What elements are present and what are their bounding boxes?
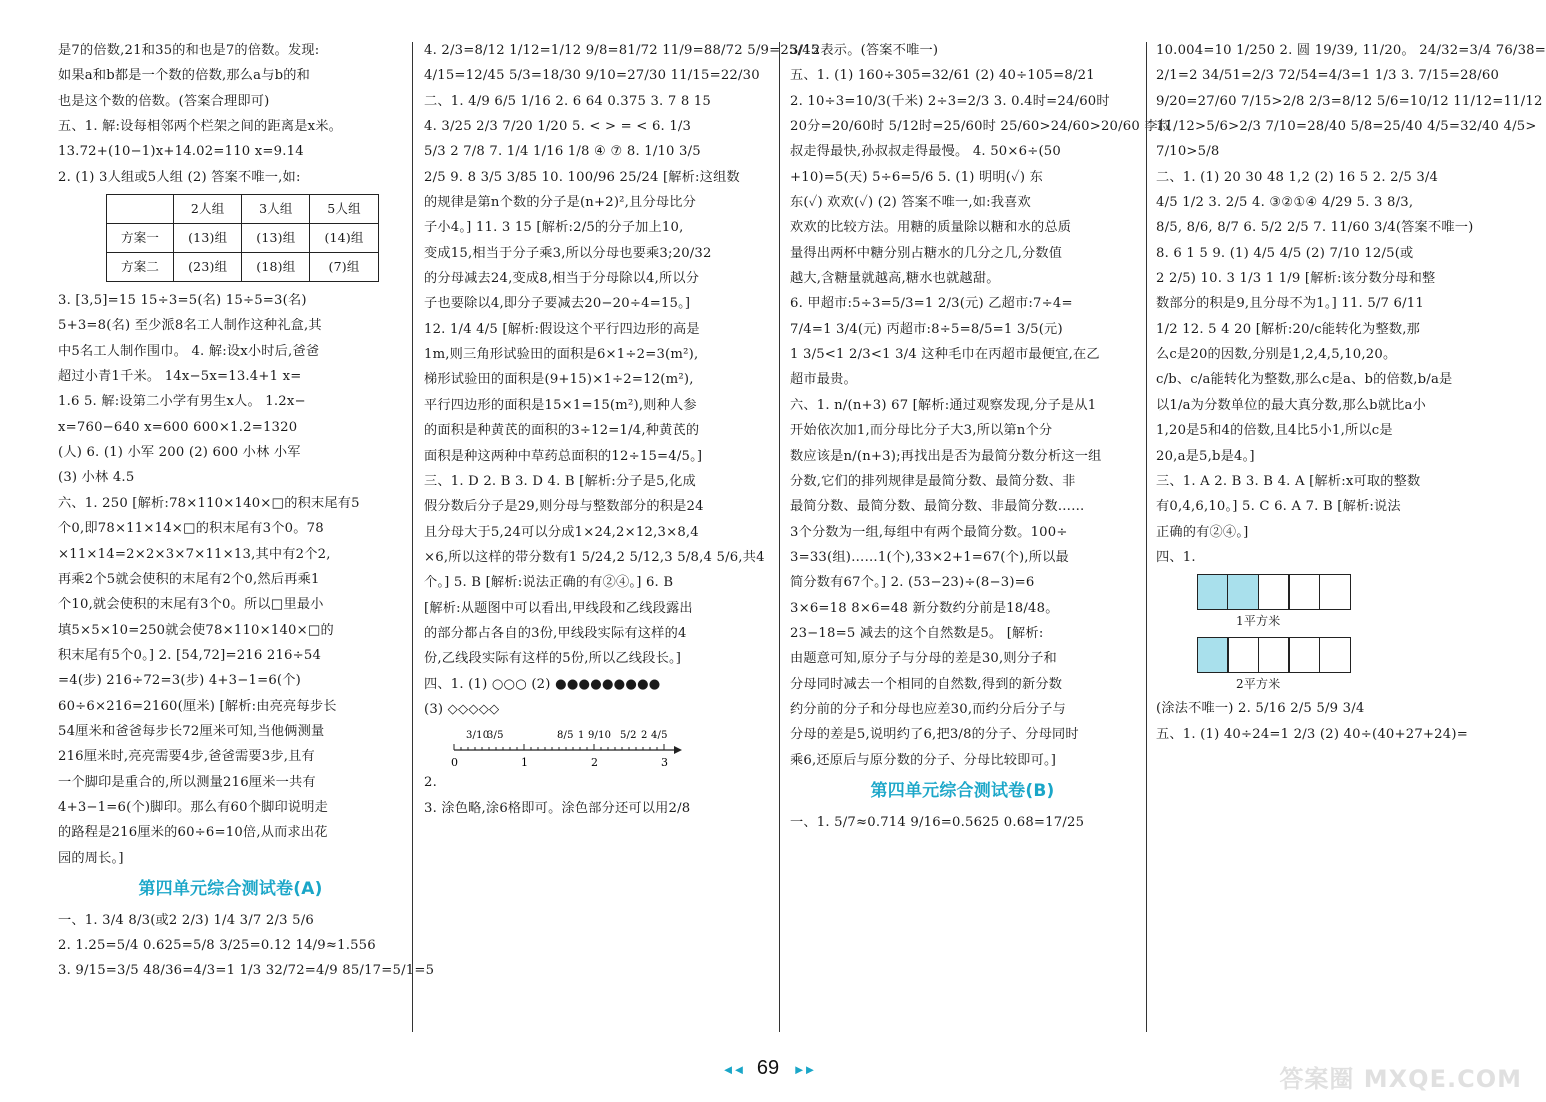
text-line: 数部分的积是9,且分母不为1。] 11. 5/7 6/11 [1156,296,1424,312]
text-line: 的路程是216厘米的60÷6=10倍,从而求出花 [58,825,328,841]
text-line: +10)=5(天) 5÷6=5/6 5. (1) 明明(✓) 东 [790,169,1043,185]
text-line: 20分=20/60时 5/12时=25/60时 25/60>24/60>20/60 李叔 [790,119,1172,135]
text-line: 216厘米时,亮亮需要4步,爸爸需要3步,且有 [58,749,315,765]
text-line: 填5×5×10=250就会使78×110×140×□的 [58,622,334,638]
text-line: 2/5 9. 8 3/5 3/85 10. 100/96 25/24 [解析:这组数 [424,169,740,185]
col4-lines [1156,38,1546,570]
text-line: 1.6 5. 解:设第二小学有男生x人。 1.2x− [58,394,306,410]
text-line: 五、1. (1) 160÷305=32/61 (2) 40÷105=8/21 [790,68,1095,84]
text-line: 2. 1.25=5/4 0.625=5/8 3/25=0.12 14/9≈1.556 [58,937,376,953]
text-line: 超市最贵。 [790,372,857,388]
text-line: 再乘2个5就会使积的末尾有2个0,然后再乘1 [58,571,320,587]
text-line: 9/20=27/60 7/15>2/8 2/3=8/12 5/6=10/12 11/12=11/12 [1156,93,1543,109]
table-cell: (13)组 [174,224,242,253]
column-divider [1146,42,1147,1032]
text-line: 分数,它们的排列规律是最简分数、最简分数、非 [790,473,1076,489]
grid-cell [1227,637,1259,673]
prev-arrow-icon: ◄◄ [721,1062,744,1077]
text-line: 1 3/5<1 2/3<1 3/4 这种毛巾在丙超市最便宜,在乙 [790,347,1100,363]
text-line: 平行四边形的面积是15×1=15(m²),则种人参 [424,397,697,413]
text-line: 的规律是第n个数的分子是(n+2)²,且分母比分 [424,195,696,211]
number-line-point-label: 1 9/10 [578,730,612,742]
text-line: 变成15,相当于分子乘3,所以分母也要乘3;20/32 [424,245,712,261]
number-line-point-label: 2 4/5 [641,730,668,742]
text-line: 有0,4,6,10。] 5. C 6. A 7. B [解析:说法 [1156,499,1401,515]
text-line: 梯形试验田的面积是(9+15)×1÷2=12(m²), [424,372,694,388]
text-line: 五、1. (1) 40÷24=1 2/3 (2) 40÷(40+27+24)= [1156,726,1468,742]
text-line: 开始依次加1,而分母比分子大3,所以第n个分 [790,423,1053,439]
text-line: 园的周长。] [58,850,124,866]
text-line: 最简分数、最简分数、最简分数、非最简分数…… [790,499,1085,515]
table-header-cell: 2人组 [174,195,242,224]
text-line: 二、1. 4/9 6/5 1/16 2. 6 64 0.375 3. 7 8 15 [424,93,711,109]
text-line: 10.004=10 1/250 2. 圆 19/39, 11/20。 24/32=3/4 76/38= [1156,43,1546,58]
grouping-table [106,194,379,282]
text-line: 60÷6×216=2160(厘米) [解析:由亮亮每步长 [58,698,337,714]
table-cell: (23)组 [174,253,242,282]
number-line-point-label: 8/5 [557,730,574,742]
number-line-tick-label: 1 [521,756,529,770]
text-line: 的分母减去24,变成8,相当于分母除以4,所以分 [424,271,700,287]
text-line: 个10,就会使积的末尾有3个0。所以□里最小 [58,597,324,613]
grid-cell [1288,637,1320,673]
text-line: ×6,所以这样的带分数有1 5/24,2 5/12,3 5/8,4 5/6,共4 [424,549,765,565]
text-line: 2. 10÷3=10/3(千米) 2÷3=2/3 3. 0.4时=24/60时 [790,93,1110,109]
text-line: 子也要除以4,即分子要减去20−20÷4=15。] [424,296,691,312]
text-line: (人) 6. (1) 小军 200 (2) 600 小林 小军 [58,445,301,461]
table-header-cell [107,195,174,224]
text-line: c/b、c/a能转化为整数,那么c是a、b的倍数,b/a是 [1156,372,1453,388]
grid-cell [1319,637,1351,673]
text-line: 3. 9/15=3/5 48/36=4/3=1 1/3 32/72=4/9 85/17=5/1=5 [58,963,435,979]
text-line: 六、1. n/(n+3) 67 [解析:通过观察发现,分子是从1 [790,397,1097,413]
text-line: 量得出两杯中糖分别占糖水的几分之几,分数值 [790,245,1063,261]
text-line: (3) 小林 4.5 [58,470,135,486]
text-line: 正确的有②④。] [1156,524,1249,540]
text-line: 一个脚印是重合的,所以测量216厘米一共有 [58,774,316,790]
text-line: 假分数后分子是29,则分母与整数部分的积是24 [424,499,704,515]
section-heading-b: 第四单元综合测试卷(B) [870,780,1055,801]
grid-cell [1288,574,1320,610]
grid-caption-2: 2平方米 [1236,677,1281,692]
text-line: [解析:从题图中可以看出,甲线段和乙线段露出 [424,600,693,616]
text-line: 4. 2/3=8/12 1/12=1/12 9/8=81/72 11/9=88/72 5/9=25/45 [424,43,820,58]
text-line: 3=33(组)……1(个),33×2+1=67(个),所以最 [790,549,1069,565]
text-line: ×11×14=2×2×3×7×11×13,其中有2个2, [58,546,331,562]
text-line: 数应该是n/(n+3);再找出是否为最简分数分析这一组 [790,448,1102,464]
next-arrow-icon: ►► [792,1062,815,1077]
text-line: 也是这个数的倍数。(答案合理即可) [58,93,270,109]
text-line: 4+3−1=6(个)脚印。那么有60个脚印说明走 [58,799,329,815]
text-line: 份,乙线段实际有这样的5份,所以乙线段长。] [424,651,682,667]
text-line: 3/12表示。(答案不唯一) [790,43,939,58]
column-2 [424,38,820,1032]
grid-cell [1227,574,1259,610]
text-line: 么c是20的因数,分别是1,2,4,5,10,20。 [1156,347,1397,363]
text-line: 1m,则三角形试验田的面积是6×1÷2=3(m²), [424,347,699,363]
table-row [107,224,379,253]
col3-lines [790,38,1172,773]
area-grid-1 [1198,574,1501,610]
text-line: 约分前的分子和分母也应差30,而约分后分子与 [790,701,1066,717]
watermark: 答案圈 MXQE.COM [1279,1065,1522,1093]
text-line: 四、1. [1156,549,1196,565]
text-line: 越大,含糖量就越高,糖水也就越甜。 [790,271,1000,287]
grid-cell [1197,574,1229,610]
number-line-point-label: 3/10 [466,730,490,742]
text-line: 7/4=1 3/4(元) 丙超市:8÷5=8/5=1 3/5(元) [790,321,1063,337]
text-line: 1/2 12. 5 4 20 [解析:20/c能转化为整数,那 [1156,321,1420,337]
text-line: 中5名工人制作围巾。 4. 解:设x小时后,爸爸 [58,343,320,359]
text-line: 5/3 2 7/8 7. 1/4 1/16 1/8 ④ ⑦ 8. 1/10 3/5 [424,144,701,160]
grid-cell [1197,637,1229,673]
text-line: 3×6=18 8×6=48 新分数约分前是18/48。 [790,600,1059,616]
text-line: 面积是种这两种中草药总面积的12÷15=4/5。] [424,448,703,464]
col3-after-lines [790,810,1135,835]
text-line: 且分母大于5,24可以分成1×24,2×12,3×8,4 [424,524,699,540]
number-line-tick-label: 3 [661,756,669,770]
column-3 [790,38,1172,1032]
column-1 [58,38,435,1032]
grid-caption-1: 1平方米 [1236,614,1281,629]
grid-cell [1319,574,1351,610]
number-line-tick-label: 2 [591,756,599,770]
table-cell: (13)组 [242,224,310,253]
text-line: 54厘米和爸爸每步长72厘米可知,当他俩测量 [58,723,325,739]
text-line: 欢欢的比较方法。用糖的质量除以糖和水的总质 [790,220,1072,236]
text-line: 2. (1) 3人组或5人组 (2) 答案不唯一,如: [58,169,301,185]
number-line [444,722,704,770]
text-line: 子小4。] 11. 3 15 [解析:2/5的分子加上10, [424,220,684,236]
table-header-cell: 3人组 [242,195,310,224]
text-line: 7/10>5/8 [1156,144,1220,160]
col1-after-lines [58,908,435,984]
text-line: 叔走得最快,孙叔叔走得最慢。 4. 50×6÷(50 [790,144,1061,160]
text-line: (3) ◇◇◇◇◇ [424,701,500,717]
number-line-point-label: 5/2 [620,730,637,742]
area-grid-2 [1198,637,1501,673]
text-line: 8/5, 8/6, 8/7 6. 5/2 2/5 7. 11/60 3/4(答案不唯一) [1156,220,1474,236]
text-line: 5+3=8(名) 至少派8名工人制作这种礼盒,其 [58,318,322,334]
text-line: 三、1. D 2. B 3. D 4. B [解析:分子是5,化成 [424,473,696,489]
text-line: 的部分都占各自的3份,甲线段实际有这样的4 [424,625,687,641]
text-line: 一、1. 3/4 8/3(或2 2/3) 1/4 3/7 2/3 5/6 [58,912,314,928]
text-line: 4. 3/25 2/3 7/20 1/20 5. < > = < 6. 1/3 [424,119,692,135]
text-line: 4/5 1/2 3. 2/5 4. ③②①④ 4/29 5. 3 8/3, [1156,195,1414,211]
column-4 [1156,38,1546,1032]
text-line: 个0,即78×11×14×□的积末尾有3个0。78 [58,521,324,537]
text-line: 2. [424,775,437,791]
text-line: 六、1. 250 [解析:78×110×140×□的积末尾有5 [58,495,360,511]
text-line: 的面积是种黄芪的面积的3÷12=1/4,种黄芪的 [424,423,700,439]
text-line: 12. 1/4 4/5 [解析:假设这个平行四边形的高是 [424,321,700,337]
text-line: 4/15=12/45 5/3=18/30 9/10=27/30 11/15=22/30 [424,68,760,84]
text-line: 一、1. 5/7≈0.714 9/16=0.5625 0.68=17/25 [790,814,1085,830]
text-line: 积末尾有5个0。] 2. [54,72]=216 216÷54 [58,647,322,663]
table-cell: 方案二 [107,253,174,282]
section-heading-a: 第四单元综合测试卷(A) [138,878,323,899]
text-line: 五、1. 解:设每相邻两个栏架之间的距离是x米。 [58,119,343,135]
text-line: 8. 6 1 5 9. (1) 4/5 4/5 (2) 7/10 12/5(或 [1156,245,1414,261]
text-line: 以1/a为分数单位的最大真分数,那么b就比a小 [1156,397,1426,413]
col2-lines [424,38,820,722]
text-line: 20,a是5,b是4。] [1156,448,1255,464]
column-divider [779,42,780,1032]
table-row [107,253,379,282]
table-cell: (14)组 [310,224,378,253]
text-line: 13.72+(10−1)x+14.02=110 x=9.14 [58,144,304,160]
grid-cell [1258,637,1290,673]
text-line: 3. [3,5]=15 15÷3=5(名) 15÷5=3(名) [58,293,307,309]
text-line: 11/12>5/6>2/3 7/10=28/40 5/8=25/40 4/5=32/40 4/5> [1156,119,1537,135]
table-cell: 方案一 [107,224,174,253]
grid-cell [1258,574,1290,610]
text-line: =4(步) 216÷72=3(步) 4+3−1=6(个) [58,673,302,689]
text-line: 3. 涂色略,涂6格即可。涂色部分还可以用2/8 [424,800,691,816]
col2-lines-2 [424,770,769,821]
col1-lines [58,38,403,190]
col4-after-lines [1156,696,1501,747]
table-cell: (7)组 [310,253,378,282]
text-line: 如果a和b都是一个数的倍数,那么a与b的和 [58,68,310,84]
text-line: 四、1. (1) ○○○ (2) ●●●●●●●●● [424,676,661,692]
text-line: 个。] 5. B [解析:说法正确的有②④。] 6. B [424,575,674,591]
table-cell: (18)组 [242,253,310,282]
text-line: 2 2/5) 10. 3 1/3 1 1/9 [解析:该分数分母和整 [1156,271,1436,287]
text-line: 简分数有67个。] 2. (53−23)÷(8−3)=6 [790,575,1035,591]
text-line: 3个分数为一组,每组中有两个最简分数。100÷ [790,524,1068,540]
text-line: x=760−640 x=600 600×1.2=1320 [58,419,298,435]
text-line: 分母的差是5,说明约了6,把3/8的分子、分母同时 [790,727,1079,743]
col1-lines-2 [58,288,403,871]
number-line-point-label: 3/5 [487,730,504,742]
text-line: 6. 甲超市:5÷3=5/3=1 2/3(元) 乙超市:7÷4= [790,296,1073,312]
page-number-text: 69 [756,1057,780,1079]
text-line: 超过小青1千米。 14x−5x=13.4+1 x= [58,369,302,385]
text-line: 由题意可知,原分子与分母的差是30,则分子和 [790,651,1057,667]
text-line: 23−18=5 减去的这个自然数是5。 [解析: [790,625,1044,641]
text-line: 1,20是5和4的倍数,且4比5小1,所以c是 [1156,423,1393,439]
table-header-cell: 5人组 [310,195,378,224]
text-line: (涂法不唯一) 2. 5/16 2/5 5/9 3/4 [1156,701,1365,717]
text-line: 是7的倍数,21和35的和也是7的倍数。发现: [58,43,320,58]
text-line: 2/1=2 34/51=2/3 72/54=4/3=1 1/3 3. 7/15=28/60 [1156,68,1500,84]
text-line: 二、1. (1) 20 30 48 1,2 (2) 16 5 2. 2/5 3/4 [1156,169,1439,185]
text-line: 东(✓) 欢欢(✓) (2) 答案不唯一,如:我喜欢 [790,195,1031,211]
column-divider [412,42,413,1032]
number-line-tick-label: 0 [451,756,459,770]
text-line: 乘6,还原后与原分数的分子、分母比较即可。] [790,752,1057,768]
text-line: 三、1. A 2. B 3. B 4. A [解析:x可取的整数 [1156,473,1421,489]
text-line: 分母同时减去一个相同的自然数,得到的新分数 [790,676,1063,692]
